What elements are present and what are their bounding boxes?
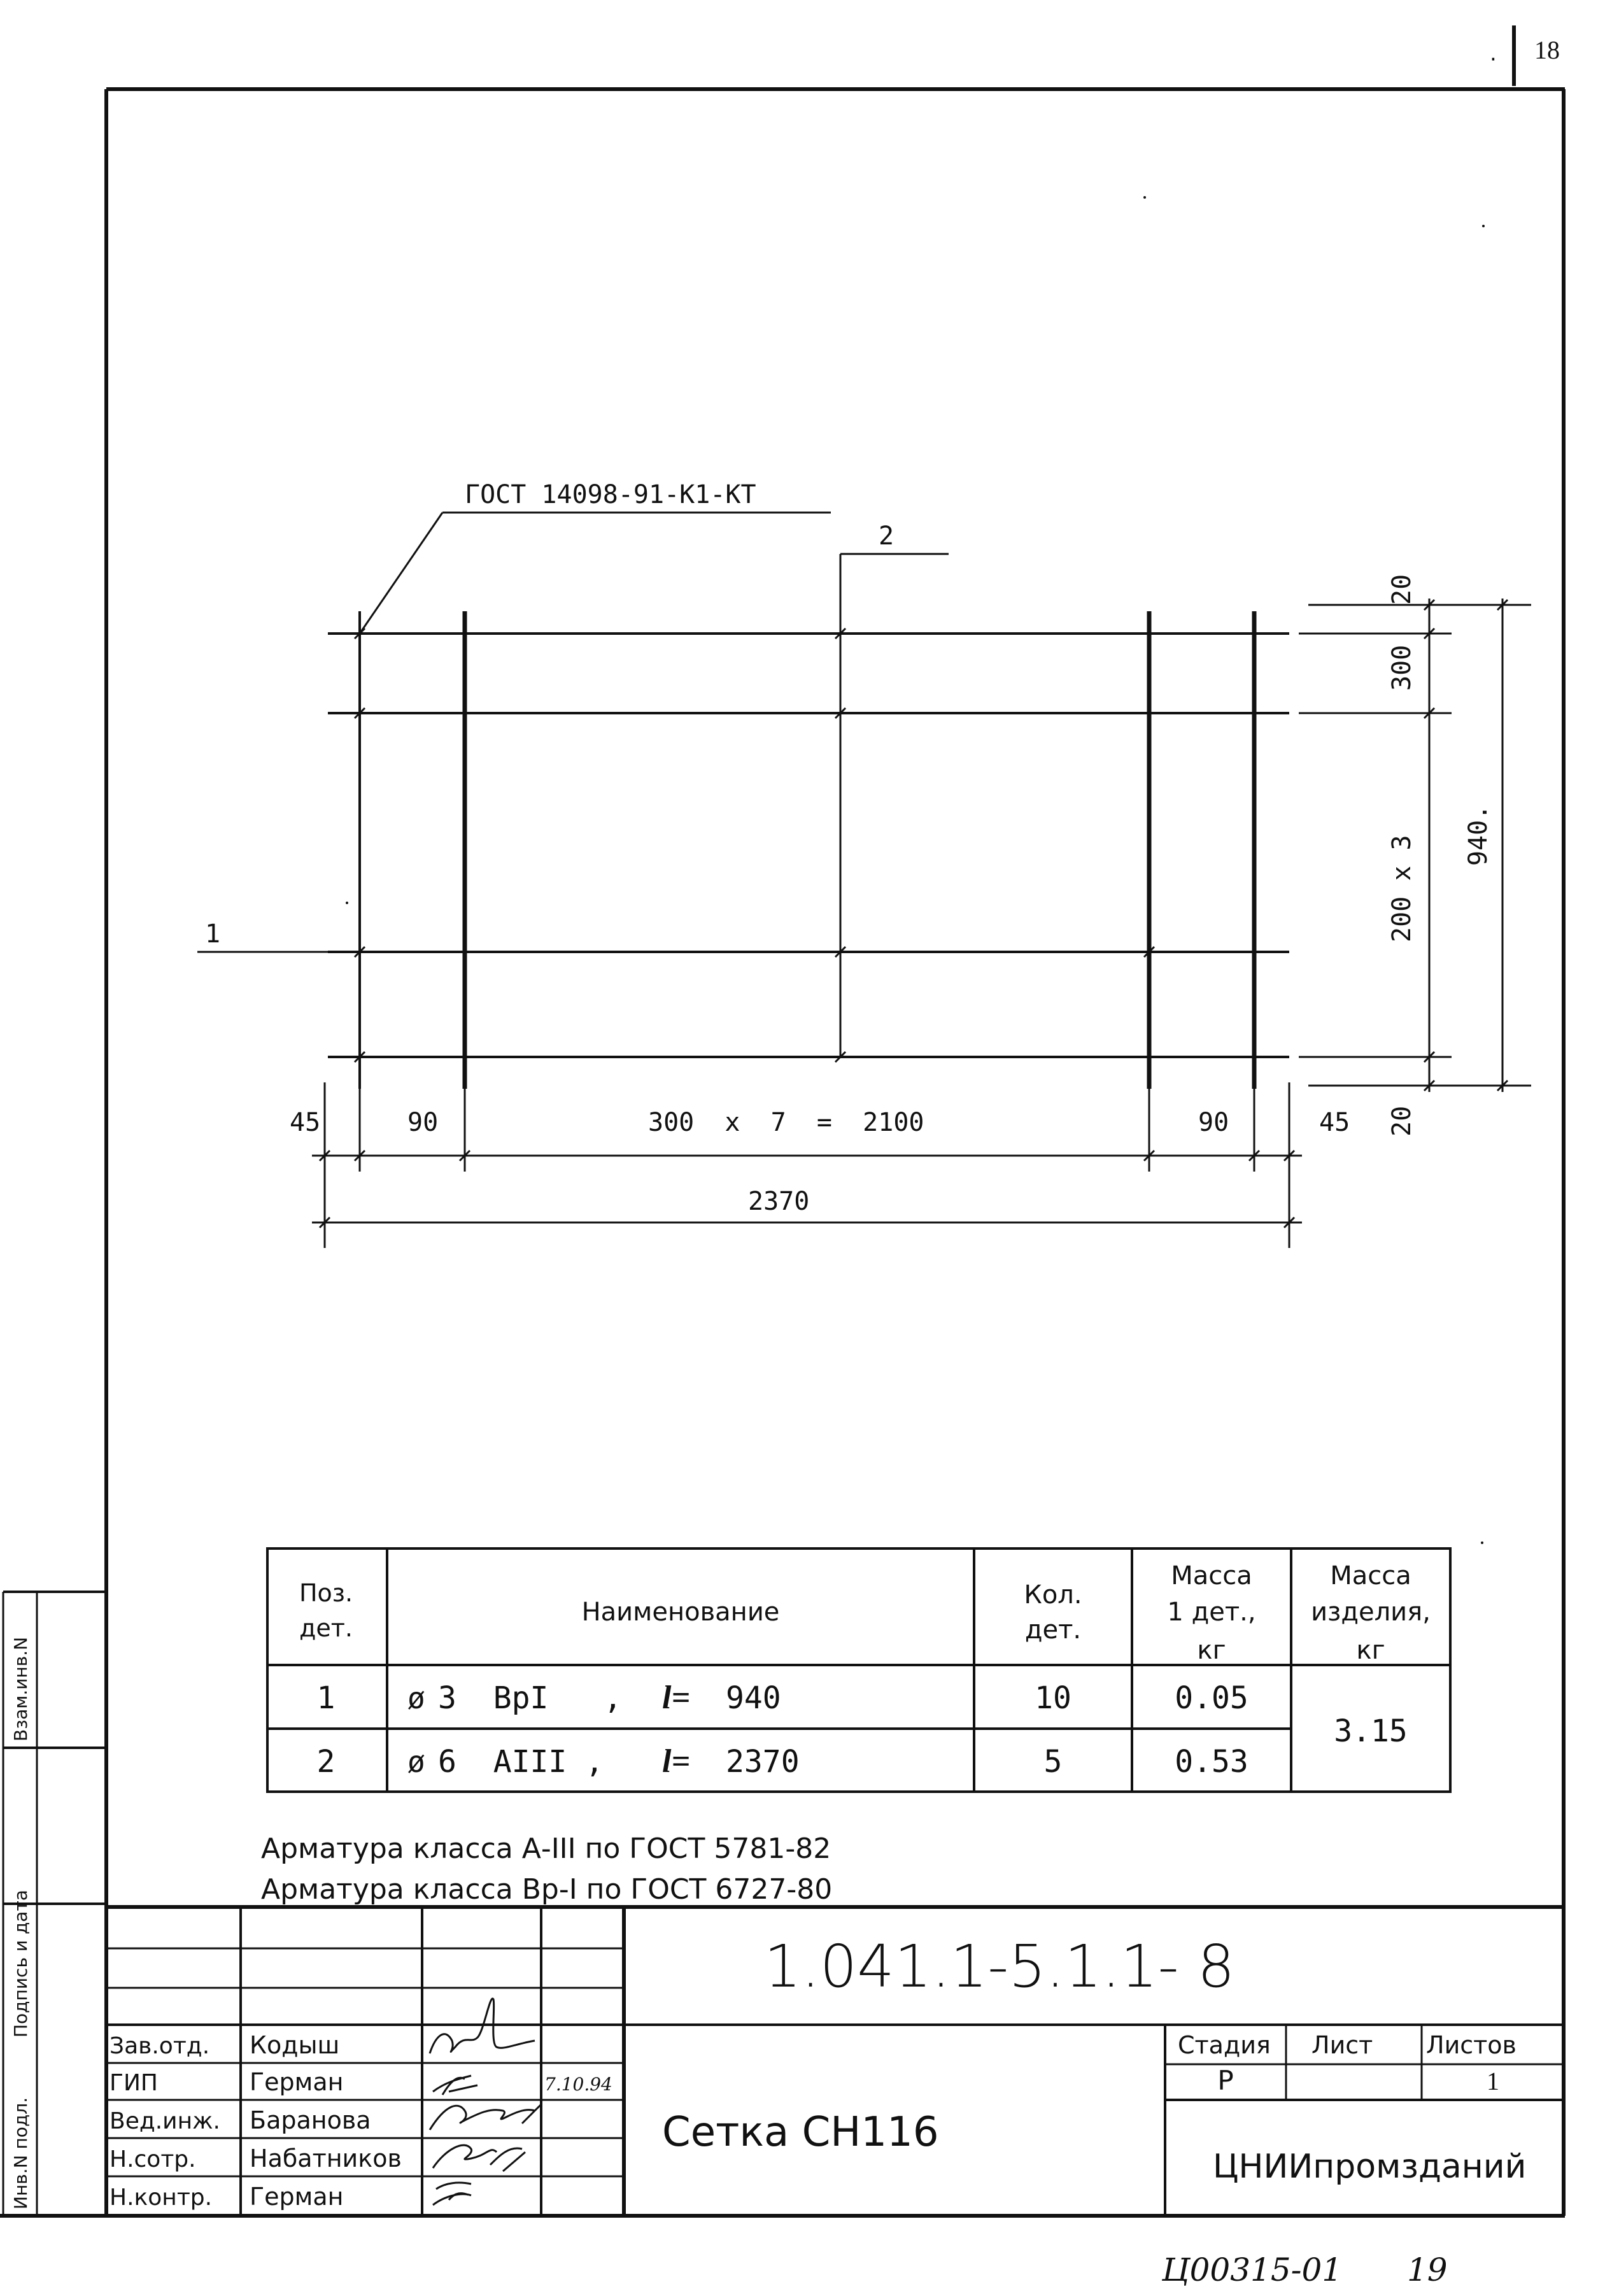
row2-qty: 5 <box>1043 1744 1063 1780</box>
row1-pos: 1 <box>316 1680 336 1716</box>
dim-bottom-edge: 20 <box>1387 1105 1417 1137</box>
signature-5 <box>433 2183 471 2205</box>
doc-code: 1.041.1-5.1.1- 8 <box>764 1932 1235 2001</box>
th-qty-1: Кол. <box>1024 1580 1082 1610</box>
row1-name: 3 ВрI , <box>438 1680 622 1716</box>
side-stamp-replace: Взам.инв.N <box>10 1636 31 1741</box>
th-mass-total-1: Масса <box>1330 1561 1411 1591</box>
page-number-cell <box>1490 25 1560 86</box>
dim-overall-width: 2370 <box>748 1187 810 1216</box>
signer-role-5: Н.контр. <box>110 2185 213 2211</box>
row2-length-label: l= <box>662 1743 691 1780</box>
dim-left-space: 90 <box>407 1108 439 1137</box>
row2-diameter-icon: ø <box>407 1745 425 1779</box>
mass-total: 3.15 <box>1334 1713 1408 1749</box>
organization-name: ЦНИИпромзданий <box>1213 2148 1527 2186</box>
row1-diameter-icon: ø <box>407 1681 425 1715</box>
th-name: Наименование <box>581 1598 780 1627</box>
scan-dots <box>346 196 1485 1544</box>
row2-length: 2370 <box>726 1744 800 1780</box>
sheets-value: 1 <box>1487 2067 1499 2095</box>
th-mass1-3: кг <box>1197 1636 1226 1665</box>
leader-gost-label: ГОСТ 14098-91-К1-КТ <box>465 480 756 509</box>
dim-middle: 300 х 7 = 2100 <box>648 1108 924 1137</box>
side-stamp <box>3 1592 106 2216</box>
signature-2 <box>433 2076 477 2095</box>
signatures <box>430 1999 541 2205</box>
page-mark: . <box>1490 41 1497 66</box>
page-number: 18 <box>1534 36 1560 64</box>
signer-role-1: Зав.отд. <box>110 2033 210 2059</box>
stage-value: Р <box>1217 2065 1234 2096</box>
drawing-name: Сетка СН116 <box>662 2109 939 2156</box>
dim-middle-vertical: 200 х 3 <box>1387 835 1417 942</box>
th-mass-total-2: изделия, <box>1311 1598 1431 1627</box>
th-mass1-2: 1 дет., <box>1167 1598 1256 1627</box>
signer-name-5: Герман <box>250 2183 344 2211</box>
dim-top-edge: 20 <box>1387 574 1417 605</box>
th-mass1-1: Масса <box>1171 1561 1252 1591</box>
archive-number: Ц00315-01 <box>1162 2251 1343 2288</box>
dim-overall-height: 940. <box>1464 804 1493 866</box>
note-1: Арматура класса А-III по ГОСТ 5781-82 <box>261 1832 831 1865</box>
dim-left-edge: 45 <box>290 1108 321 1137</box>
signer-name-1: Кодыш <box>250 2031 340 2059</box>
dim-right-space: 90 <box>1198 1108 1229 1137</box>
horizontal-dimensions <box>312 1082 1302 1248</box>
sheet-label: Лист <box>1311 2031 1373 2059</box>
side-stamp-sign: Подпись и дата <box>10 1890 31 2037</box>
mesh-drawing <box>197 513 1289 1089</box>
sheets-label: Листов <box>1426 2031 1516 2059</box>
row1-qty: 10 <box>1035 1680 1071 1716</box>
row2-mass: 0.53 <box>1175 1744 1248 1780</box>
position-2-label: 2 <box>879 521 894 551</box>
stage-label: Стадия <box>1178 2031 1271 2059</box>
signer-role-4: Н.сотр. <box>110 2146 196 2172</box>
dim-right-edge: 45 <box>1319 1108 1350 1137</box>
th-pos-2: дет. <box>299 1614 353 1642</box>
signature-4 <box>433 2145 525 2171</box>
side-stamp-inv: Инв.N подл. <box>10 2097 31 2209</box>
dim-top-space: 300 <box>1387 644 1417 691</box>
signer-date-2: 7.10.94 <box>544 2074 612 2095</box>
signer-name-4: Набатников <box>250 2144 402 2172</box>
signer-role-2: ГИП <box>110 2070 158 2096</box>
note-2: Арматура класса Вр-I по ГОСТ 6727-80 <box>261 1873 833 1906</box>
signer-name-3: Баранова <box>250 2106 371 2134</box>
th-mass-total-3: кг <box>1356 1636 1385 1665</box>
row2-pos: 2 <box>316 1744 336 1780</box>
row1-length: 940 <box>726 1680 781 1716</box>
th-pos-1: Поз. <box>299 1579 353 1607</box>
signer-name-2: Герман <box>250 2068 344 2096</box>
th-qty-2: дет. <box>1024 1615 1082 1645</box>
signature-3 <box>430 2104 541 2130</box>
signer-role-3: Вед.инж. <box>110 2108 220 2134</box>
row1-length-label: l= <box>662 1680 691 1716</box>
row1-mass: 0.05 <box>1175 1680 1248 1716</box>
position-1-label: 1 <box>205 919 221 949</box>
archive-page: 19 <box>1407 2251 1448 2288</box>
row2-name: 6 АIII , <box>438 1744 604 1780</box>
